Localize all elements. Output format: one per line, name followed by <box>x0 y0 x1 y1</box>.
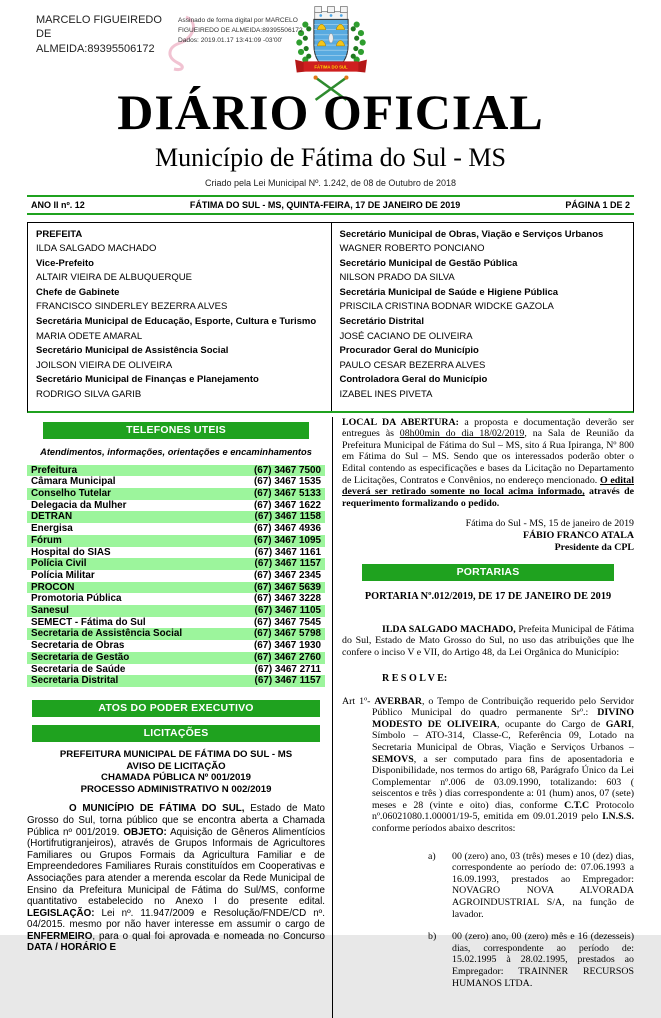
official-name: PAULO CESAR BEZERRA ALVES <box>339 359 486 371</box>
portaria-intro-paragraph <box>342 624 634 659</box>
portaria-item-label: b) <box>428 931 437 943</box>
page-indicator: PÁGINA 1 DE 2 <box>565 199 630 210</box>
phone-row <box>27 511 325 523</box>
text-segment: Prefeita Municipal de Fátima do Sul, Estado de Mato Grosso do Sul, no uso das atribuições que lhe confere o inciso V e VII, do Artigo 48, da Lei Orgânica do Município: <box>342 623 634 658</box>
text-segment: , ocupante do Cargo de <box>496 718 606 730</box>
text-segment: LEGISLAÇÃO: <box>27 907 95 919</box>
text-segment: através de requerimento formalizando o pedido. <box>342 486 634 509</box>
licitacao-heading-line: AVISO DE LICITAÇÃO <box>126 760 226 772</box>
section-header-portarias: PORTARIAS <box>362 564 614 581</box>
phone-entity-name: Fórum <box>31 534 62 546</box>
signoff-signer-role: Presidente da CPL <box>554 541 634 553</box>
phone-number: (67) 3467 1095 <box>254 534 321 546</box>
section-header-atos-poder-executivo: ATOS DO PODER EXECUTIVO <box>32 700 320 717</box>
phone-number: (67) 3467 1157 <box>254 675 321 687</box>
official-title: Secretário Municipal de Obras, Viação e Serviços Urbanos <box>339 228 604 240</box>
text-segment: DATA / HORÁRIO E <box>27 942 117 954</box>
phone-entity-name: DETRAN <box>31 511 73 523</box>
phone-entity-name: Polícia Militar <box>31 569 95 581</box>
creation-law-line: Criado pela Lei Municipal Nº. 1.242, de 08 de Outubro de 2018 <box>205 177 456 188</box>
abertura-signoff <box>342 518 634 553</box>
phone-row <box>27 582 325 594</box>
phone-number: (67) 3467 5133 <box>254 488 321 500</box>
phone-entity-name: Delegacia da Mulher <box>31 499 127 511</box>
text-segment: LOCAL DA ABERTURA: <box>342 416 459 428</box>
phone-number: (67) 3467 7500 <box>254 464 321 476</box>
signer-name: MARCELO FIGUEIREDO DE ALMEIDA:89395506172 <box>36 14 162 55</box>
phone-entity-name: Sanesul <box>31 605 69 617</box>
phone-row <box>27 640 325 652</box>
section-header-licitacoes: LICITAÇÕES <box>32 725 320 742</box>
text-segment: conforme períodos abaixo descritos: <box>372 823 516 835</box>
text-segment: GARI <box>605 718 632 730</box>
phone-row <box>27 465 325 477</box>
portaria-items-list <box>342 851 634 990</box>
edition-number: ANO II nº. 12 <box>31 199 85 210</box>
phone-row <box>27 593 325 605</box>
left-column <box>27 417 332 1018</box>
body-columns <box>27 417 634 1018</box>
text-segment: , na Sala de Reunião da Prefeitura Municipal de Fátima do Sul – MS, sito á Rua Ipiranga, Nº 800 em Fátima do Sul – MS. Sendo que os interessados poderão obter o Edital contendo as especificações e bases da Licitação no Departamento de Licitações, Contratos e Convênios, no endereço mencionado. <box>342 428 635 486</box>
phone-number: (67) 3467 5798 <box>254 628 321 640</box>
officials-column-left <box>28 223 331 411</box>
officials-box <box>27 222 634 413</box>
right-column <box>332 417 634 1018</box>
signoff-signer-name: FÁBIO FRANCO ATALA <box>522 530 634 542</box>
phone-row <box>27 500 325 512</box>
crest-ribbon-text: FÁTIMA DO SUL <box>313 64 348 70</box>
portaria-item-text: 00 (zero) ano, 00 (zero) mês e 16 (dezesseis) dias, correspondente ao período de: 15.02.1995 à 28.02.1995, prestados ao Empregador: TRAINNER RECURSOS HUMANOS LTDA. <box>452 931 634 989</box>
text-segment: AVERBAR <box>374 695 422 707</box>
phone-row <box>27 558 325 570</box>
official-title: Secretário Distrital <box>339 316 424 328</box>
portaria-art1-paragraph <box>342 696 634 835</box>
phone-row <box>27 535 325 547</box>
official-title: Secretário Municipal de Gestão Pública <box>339 257 518 269</box>
text-segment: I.N.S.S. <box>602 811 634 823</box>
edition-date: FÁTIMA DO SUL - MS, QUINTA-FEIRA, 17 DE JANEIRO DE 2019 <box>189 199 461 210</box>
phone-number: (67) 3467 2760 <box>254 651 321 663</box>
text-segment: ENFERMEIRO <box>27 930 93 942</box>
phone-entity-name: Secretaria de Saúde <box>31 663 126 675</box>
text-segment: O edital deverá ser retirado somente no local acima informado, <box>342 474 634 498</box>
text-segment: Aquisição de Gêneros Alimentícios (Hortifrutigranjeiros), através de Grupos Informais de Agricultores Familiares ou Grupos Formais da Agricultura Familiar e de Empreendedores Familiares Rurais constituídos em Cooperativas e Associações para atender a merenda escolar da Rede Municipal de Ensino da Prefeitura Municipal de Fátima do Sul/MS, conforme quantitativo estabelecido no Anexo I do presente edital. <box>27 826 325 908</box>
licitacao-body-paragraph <box>27 803 325 954</box>
official-title: Chefe de Gabinete <box>36 286 120 298</box>
phone-entity-name: PROCON <box>31 581 75 593</box>
official-title: Secretária Municipal de Educação, Esporte, Cultura e Turismo <box>36 316 317 328</box>
phone-entity-name: Secretaria de Gestão <box>31 651 130 663</box>
official-name: RODRIGO SILVA GARIB <box>36 389 142 401</box>
phone-number: (67) 3467 7545 <box>254 616 321 628</box>
licitacao-heading <box>27 749 325 795</box>
official-title: PREFEITA <box>36 228 83 240</box>
phone-number: (67) 3467 2711 <box>254 663 321 675</box>
signature-date: Dados: 2019.01.17 13:41:09 -03'00' <box>178 37 283 45</box>
signature-statement: Assinado de forma digital por MARCELO FIGUEIREDO DE ALMEIDA:89395506172 <box>178 17 303 35</box>
phone-row <box>27 476 325 488</box>
phone-entity-name: Polícia Civil <box>31 558 87 570</box>
digital-signature-block <box>36 13 314 56</box>
portaria-resolve: R E S O L V E: <box>382 672 448 684</box>
official-title: Secretário Municipal de Assistência Social <box>36 345 229 357</box>
phone-number: (67) 3467 3228 <box>254 593 321 605</box>
licitacao-heading-line: CHAMADA PÚBLICA Nº 001/2019 <box>101 772 251 784</box>
phone-number: (67) 3467 1930 <box>254 640 321 652</box>
phone-entity-name: Secretaria Distrital <box>31 675 119 687</box>
text-segment: Lei nº. 11.947/2009 e Resolução/FNDE/CD nº. 04/2015. mesmo por não haver interesse em assumir o cargo de <box>27 907 325 931</box>
phone-number: (67) 3467 5639 <box>254 581 321 593</box>
official-title: Secretária Municipal de Saúde e Higiene Pública <box>339 286 559 298</box>
official-name: FRANCISCO SINDERLEY BEZERRA ALVES <box>36 301 228 313</box>
abertura-paragraph <box>342 417 634 510</box>
text-segment: 08h00min do dia 18/02/2019 <box>399 428 525 440</box>
text-segment: a proposta e documentação deverão ser entregues às <box>342 416 634 440</box>
phone-row <box>27 652 325 664</box>
portaria-title: PORTARIA Nº.012/2019, DE 17 DE JANEIRO DE 2019 <box>364 590 612 602</box>
phone-table <box>27 465 325 687</box>
phone-row <box>27 605 325 617</box>
official-name: PRISCILA CRISTINA BODNAR WIDCKE GAZOLA <box>339 301 554 313</box>
portaria-item-text: 00 (zero) ano, 03 (três) meses e 10 (dez) dias, correspondente ao período de: 07.06.1993 a 16.09.1993, prestados ao Empregador: NOVAGRO NOVA ALVORADA AGROINDUSTRIAL S/A, na função de lavador. <box>452 850 634 920</box>
official-name: MARIA ODETE AMARAL <box>36 330 143 342</box>
official-name: WAGNER ROBERTO PONCIANO <box>339 243 485 255</box>
phone-entity-name: Energisa <box>31 523 73 535</box>
phone-number: (67) 3467 2345 <box>254 569 321 581</box>
gazette-title: DIÁRIO OFICIAL <box>117 84 544 140</box>
phone-row <box>27 523 325 535</box>
official-name: NILSON PRADO DA SILVA <box>339 272 455 284</box>
phone-row <box>27 675 325 687</box>
edition-info-band <box>27 195 634 215</box>
text-segment: Estado de Mato Grosso do Sul, torna público que se encontra aberta a Chamada Pública nº 001/2019. <box>27 803 325 838</box>
phone-number: (67) 3467 4936 <box>254 523 321 535</box>
phone-entity-name: Secretaria de Assistência Social <box>31 628 183 640</box>
text-segment: , a ser computado para fins de aposentadoria e Disponibilidade, nos termos do artigo 68, Parágrafo Único da Lei Complementar nº.006 de 03.09.1990, totalizando: 603 ( seiscentos e três ) dias correspondente a: 01 (hum) anos, 07 (sete) meses e 28 (vinte e oito) dias, conforme <box>372 753 634 811</box>
portaria-item <box>428 851 634 921</box>
phone-number: (67) 3467 1158 <box>254 511 321 523</box>
text-segment: DIVINO MODESTO DE OLIVEIRA <box>372 707 634 730</box>
official-name: JOILSON VIEIRA DE OLIVEIRA <box>36 359 173 371</box>
text-segment: OBJETO: <box>123 826 167 838</box>
phone-row <box>27 570 325 582</box>
phone-number: (67) 3467 1622 <box>254 499 321 511</box>
text-segment: C.T.C <box>564 799 590 811</box>
official-title: Secretário Municipal de Finanças e Planejamento <box>36 374 259 386</box>
phone-row <box>27 617 325 629</box>
text-segment: , Símbolo – ATO-314, Classe-C, Referência 09, Lotado na Secretaria Municipal de Obras, Viação e Serviços Urbanos – <box>372 718 635 753</box>
text-segment: Art 1º- <box>342 695 375 707</box>
licitacao-heading-line: PROCESSO ADMINISTRATIVO N 002/2019 <box>80 783 272 795</box>
municipality-name: Município de Fátima do Sul - MS <box>155 142 506 172</box>
signature-details <box>178 13 314 56</box>
official-name: IZABEL INES PIVETA <box>339 389 433 401</box>
phone-number: (67) 3467 1161 <box>254 546 321 558</box>
official-name: JOSÉ CACIANO DE OLIVEIRA <box>339 330 473 342</box>
official-name: ALTAIR VIEIRA DE ALBUQUERQUE <box>36 272 192 284</box>
phone-entity-name: SEMECT - Fátima do Sul <box>31 616 146 628</box>
text-segment: SEMOVS <box>372 753 414 765</box>
phone-row <box>27 488 325 500</box>
phone-row <box>27 628 325 640</box>
phone-entity-name: Hospital do SIAS <box>31 546 111 558</box>
phone-entity-name: Conselho Tutelar <box>31 488 111 500</box>
phone-entity-name: Promotoria Pública <box>31 593 122 605</box>
text-segment: , o Tempo de Contribuição requerido pelo Servidor Público Municipal do quadro permanente Srº.: <box>372 695 635 719</box>
phones-subtitle: Atendimentos, informações, orientações e encaminhamentos <box>40 446 312 457</box>
signoff-place-date: Fátima do Sul - MS, 15 de janeiro de 2019 <box>465 518 634 530</box>
phone-number: (67) 3467 1105 <box>254 605 321 617</box>
official-title: Controladora Geral do Município <box>339 374 488 386</box>
section-header-telefones-uteis: TELEFONES UTEIS <box>43 422 309 439</box>
portaria-item-label: a) <box>428 850 436 862</box>
phone-entity-name: Prefeitura <box>31 464 78 476</box>
licitacao-heading-line: PREFEITURA MUNICIPAL DE FÁTIMA DO SUL - MS <box>59 748 293 760</box>
official-title: Procurador Geral do Município <box>339 345 479 357</box>
officials-column-right <box>331 223 634 411</box>
text-segment: Protocolo nº.06021080.1.00001/19-5, emitida em 09.01.2019 pelo <box>372 799 635 823</box>
official-name: ILDA SALGADO MACHADO <box>36 243 157 255</box>
phone-number: (67) 3467 1535 <box>254 476 321 488</box>
official-title: Vice-Prefeito <box>36 257 94 269</box>
portaria-item <box>428 931 634 989</box>
phone-row <box>27 547 325 559</box>
phone-number: (67) 3467 1157 <box>254 558 321 570</box>
phone-entity-name: Câmara Municipal <box>31 476 116 488</box>
text-segment: O MUNICÍPIO DE FÁTIMA DO SUL, <box>69 803 245 815</box>
phone-row <box>27 664 325 676</box>
text-segment: ILDA SALGADO MACHADO, <box>382 623 516 635</box>
text-segment: , para o qual foi aprovada e nomeada no Concurso <box>92 930 325 942</box>
phone-entity-name: Secretaria de Obras <box>31 640 125 652</box>
